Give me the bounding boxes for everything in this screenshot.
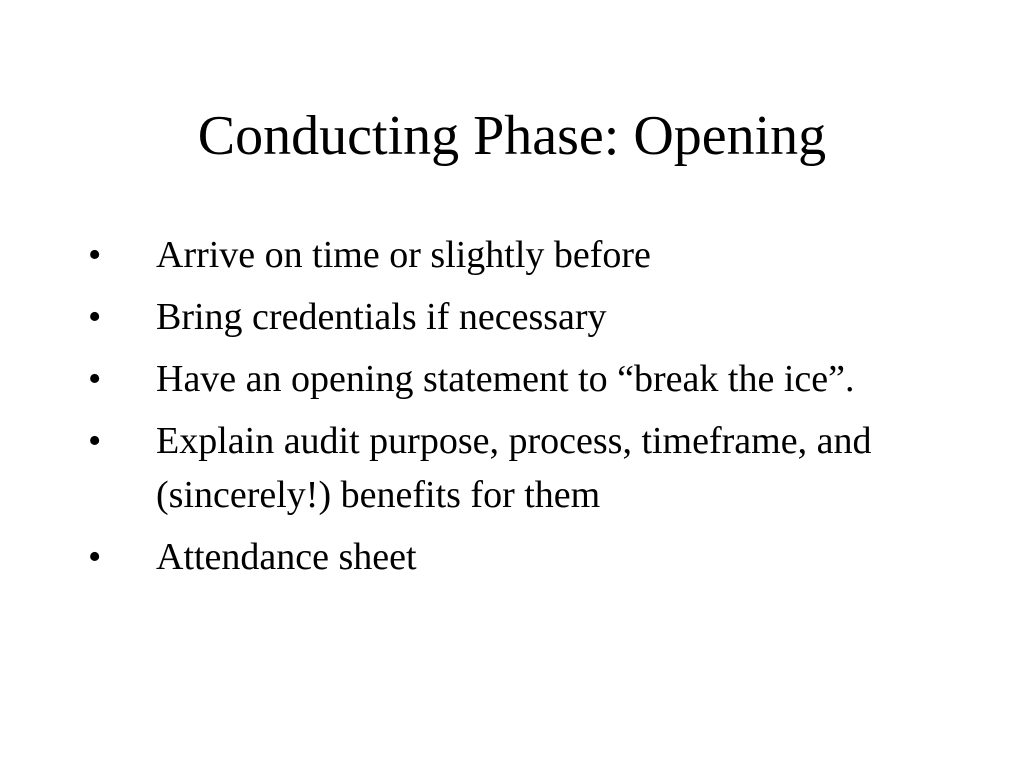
bullet-text: Attendance sheet xyxy=(156,536,417,578)
bullet-marker: • xyxy=(88,358,102,400)
bullet-marker: • xyxy=(88,296,102,338)
bullet-item xyxy=(0,352,1024,406)
bullet-text: Explain audit purpose, process, timeframe, and (sincerely!) benefits for them xyxy=(156,420,872,516)
bullet-text: Bring credentials if necessary xyxy=(156,296,607,338)
bullet-marker: • xyxy=(88,420,102,462)
bullet-item xyxy=(0,228,1024,282)
bullet-marker: • xyxy=(88,536,102,578)
bullet-marker: • xyxy=(88,234,102,276)
bullet-list xyxy=(0,228,1024,592)
bullet-item xyxy=(0,414,1024,522)
bullet-item xyxy=(0,290,1024,344)
bullet-text: Have an opening statement to “break the ice”. xyxy=(156,358,855,400)
bullet-text: Arrive on time or slightly before xyxy=(156,234,651,276)
bullet-item xyxy=(0,530,1024,584)
slide-title: Conducting Phase: Opening xyxy=(197,105,827,167)
